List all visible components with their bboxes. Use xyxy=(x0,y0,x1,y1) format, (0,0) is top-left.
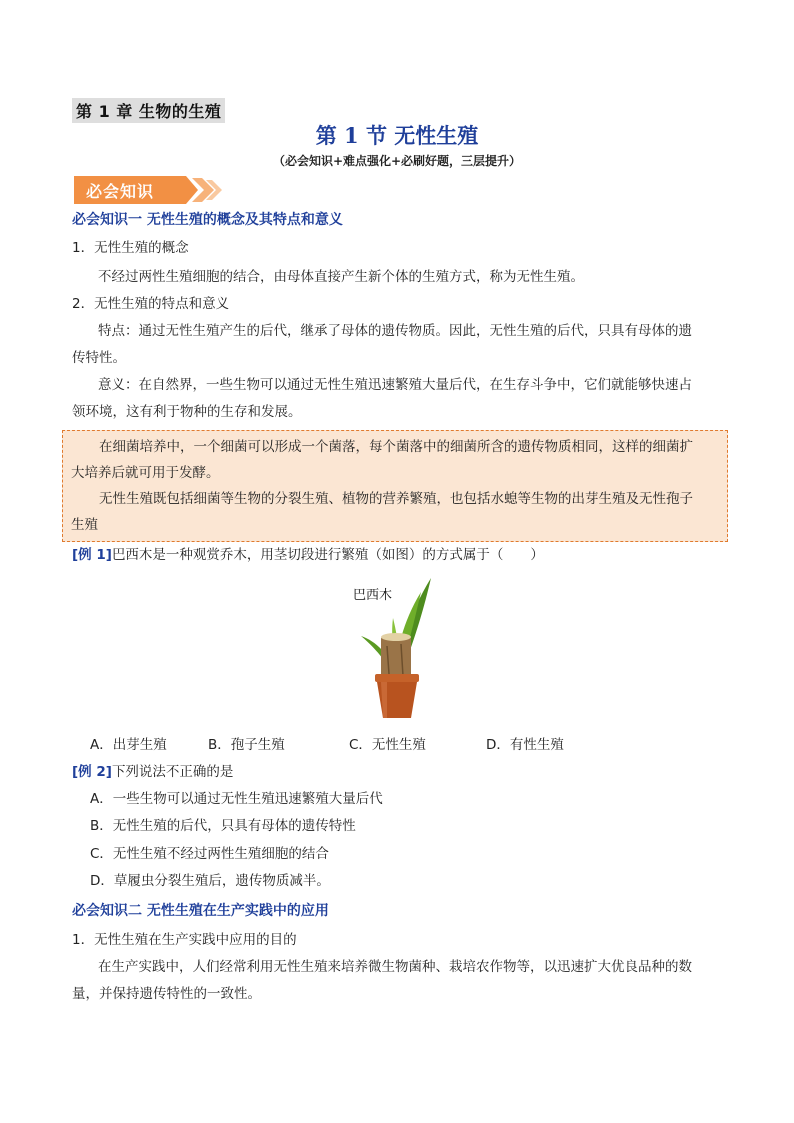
note-line3: 无性生殖既包括细菌等生物的分裂生殖、植物的营养繁殖，也包括水螅等生物的出芽生殖及无性孢子 xyxy=(99,491,693,507)
knowledge-1-heading: 必会知识一 无性生殖的概念及其特点和意义 xyxy=(72,212,343,228)
figure-label: 巴西木 xyxy=(353,588,393,603)
example-2-option-a: A．一些生物可以通过无性生殖迅速繁殖大量后代 xyxy=(90,791,383,807)
example-1-option-b: B．孢子生殖 xyxy=(208,737,285,753)
section-title: 第 1 节 无性生殖 xyxy=(315,123,479,148)
example-1-label: [例 1] xyxy=(72,547,112,563)
k2-line1: 在生产实践中，人们经常利用无性生殖来培养微生物菌种、栽培农作物等，以迅速扩大优良品种的数 xyxy=(98,959,692,975)
example-1 xyxy=(72,545,544,565)
k1-item2-title: 2．无性生殖的特点和意义 xyxy=(72,296,230,312)
example-1-option-c: C．无性生殖 xyxy=(349,737,426,753)
example-2-option-d: D．草履虫分裂生殖后，遗传物质减半。 xyxy=(90,873,330,889)
example-2 xyxy=(72,762,233,782)
k1-trait-line2: 传特性。 xyxy=(72,350,126,366)
k1-meaning-line2: 领环境，这有利于物种的生存和发展。 xyxy=(72,404,302,420)
k1-meaning-line1: 意义：在自然界，一些生物可以通过无性生殖迅速繁殖大量后代，在生存斗争中，它们就能够快速占 xyxy=(98,377,692,393)
note-box xyxy=(62,430,728,542)
note-line4: 生殖 xyxy=(71,517,98,533)
chapter-title: 第 1 章 生物的生殖 xyxy=(72,98,225,123)
example-1-option-a: A．出芽生殖 xyxy=(90,737,167,753)
example-2-label: [例 2] xyxy=(72,764,112,780)
example-1-option-d: D．有性生殖 xyxy=(486,737,564,753)
example-1-question: 巴西木是一种观赏乔木，用茎切段进行繁殖（如图）的方式属于（ ） xyxy=(111,547,544,563)
banner-label: 必会知识 xyxy=(86,182,155,201)
knowledge-2-heading: 必会知识二 无性生殖在生产实践中的应用 xyxy=(72,903,329,919)
example-2-question: 下列说法不正确的是 xyxy=(111,764,234,780)
k2-line2: 量，并保持遗传特性的一致性。 xyxy=(72,986,261,1002)
k2-item1-title: 1．无性生殖在生产实践中应用的目的 xyxy=(72,932,297,948)
example-2-option-b: B．无性生殖的后代，只具有母体的遗传特性 xyxy=(90,818,356,834)
brazil-wood-figure xyxy=(345,574,445,724)
section-subtitle: （必会知识+难点强化+必刷好题，三层提升） xyxy=(272,154,522,168)
k1-trait-line1: 特点：通过无性生殖产生的后代，继承了母体的遗传物质。因此，无性生殖的后代，只具有母体的遗 xyxy=(98,323,692,339)
k1-item1-text: 不经过两性生殖细胞的结合，由母体直接产生新个体的生殖方式，称为无性生殖。 xyxy=(98,269,584,285)
note-line1: 在细菌培养中，一个细菌可以形成一个菌落，每个菌落中的细菌所含的遗传物质相同，这样的细菌扩 xyxy=(99,439,693,455)
example-2-option-c: C．无性生殖不经过两性生殖细胞的结合 xyxy=(90,846,329,862)
section-banner xyxy=(74,176,224,204)
note-line2: 大培养后就可用于发酵。 xyxy=(71,465,220,481)
k1-item1-title: 1．无性生殖的概念 xyxy=(72,240,189,256)
